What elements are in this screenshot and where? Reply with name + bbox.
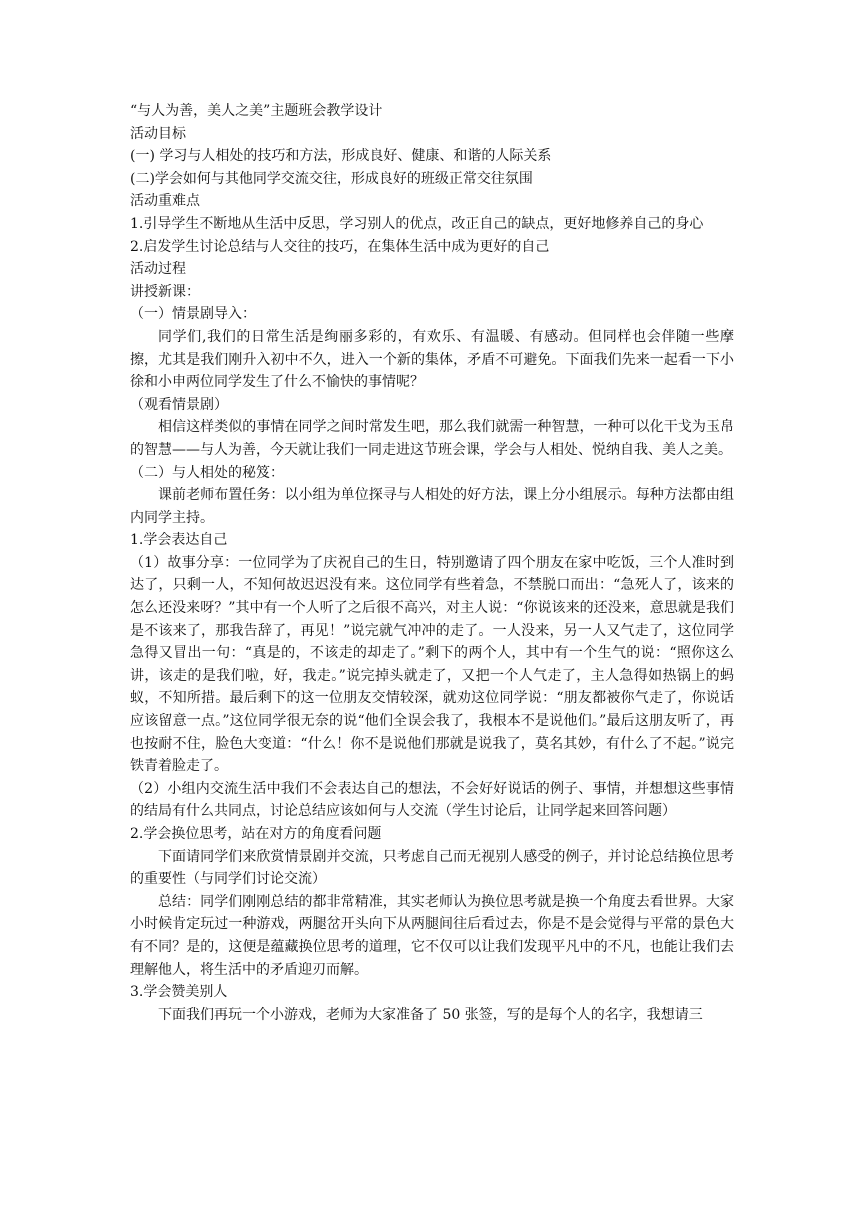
heading-key-points: 活动重难点	[130, 193, 200, 210]
key-point-1: 1.引导学生不断地从生活中反思，学习别人的优点，改正自己的缺点，更好地修养自己的身心	[130, 215, 704, 232]
paragraph-task: 课前老师布置任务：以小组为单位探寻与人相处的好方法，课上分小组展示。每种方法都由组内同学主持。	[130, 487, 734, 526]
goal-item-1: (一) 学习与人相处的技巧和方法，形成良好、健康、和谐的人际关系	[130, 148, 552, 165]
lecture-label: 讲授新课：	[130, 283, 200, 300]
paragraph-wisdom: 相信这样类似的事情在同学之间时常发生吧，那么我们就需一种智慧，一种可以化干戈为玉帛的智慧——与人为善，今天就让我们一同走进这节班会课，学会与人相处、悦纳自我、美人之美。	[130, 419, 734, 458]
item-heading-2: 2.学会换位思考，站在对方的角度看问题	[130, 826, 382, 842]
paragraph-discussion: （2）小组内交流生活中我们不会表达自己的想法，不会好好说话的例子、事情，并想想这些事情的结局有什么共同点，讨论总结应该如何与人交流（学生讨论后，让同学起来回答问题）	[130, 780, 734, 820]
paragraph-game: 下面我们再玩一个小游戏，老师为大家准备了 50 张签，写的是每个人的名字，我想请三	[158, 1006, 703, 1023]
paragraph-summary: 总结：同学们刚刚总结的都非常精准，其实老师认为换位思考就是换一个角度去看世界。大家小时候肯定玩过一种游戏，两腿岔开头向下从两腿间往后看过去，你是不是会觉得与平常的景色大有不同？是的，这便是蕴藏换位思考的道理，它不仅可以让我们发现平凡中的不凡，也能让我们去理解他人，将生活中的矛盾迎刃而解。	[130, 893, 734, 978]
key-point-2: 2.启发学生讨论总结与人交往的技巧，在集体生活中成为更好的自己	[130, 238, 550, 255]
section-heading-1: （一）情景剧导入：	[130, 306, 256, 323]
goal-item-2: (二)学会如何与其他同学交流交往，形成良好的班级正常交往氛围	[130, 170, 533, 187]
heading-process: 活动过程	[130, 261, 186, 278]
section-heading-2: （二）与人相处的秘笈：	[130, 464, 284, 481]
item-heading-3: 3.学会赞美别人	[130, 984, 228, 1001]
paragraph-intro: 同学们,我们的日常生活是绚丽多彩的，有欢乐、有温暖、有感动。但同样也会伴随一些摩擦，尤其是我们刚升入初中不久，进入一个新的集体，矛盾不可避免。下面我们先来一起看一下小徐和小申两位同学发生了什么不愉快的事情呢？	[130, 328, 734, 391]
item-heading-1: 1.学会表达自己	[130, 532, 228, 549]
paragraph-empathy: 下面请同学们来欣赏情景剧并交流，只考虑自己而无视别人感受的例子，并讨论总结换位思考的重要性（与同学们讨论交流）	[130, 848, 734, 888]
heading-goals: 活动目标	[130, 125, 186, 142]
document-page	[130, 100, 734, 1026]
document-title: “与人为善，美人之美”主题班会教学设计	[130, 103, 383, 119]
paragraph-story: （1）故事分享：一位同学为了庆祝自己的生日，特别邀请了四个朋友在家中吃饭，三个人准时到达了，只剩一人，不知何故迟迟没有来。这位同学有些着急，不禁脱口而出：“急死人了，该来的怎么还没来呀？”其中有一个人听了之后很不高兴，对主人说：“你说该来的还没来，意思就是我们是不该来了，那我告辞了，再见！”说完就气冲冲的走了。一人没来，另一人又气走了，这位同学急得又冒出一句：“真是的，不该走的却走了。”剩下的两个人，其中有一个生气的说：“照你这么讲，该走的是我们啦，好，我走。”说完掉头就走了，又把一个人气走了，主人急得如热锅上的蚂蚁，不知所措。最后剩下的这一位朋友交情较深，就劝这位同学说：“朋友都被你气走了，你说话应该留意一点。”这位同学很无奈的说“他们全误会我了，我根本不是说他们。”最后这朋友听了，再也按耐不住，脸色大变道：“什么！你不是说他们那就是说我了，莫名其妙，有什么了不起。”说完铁青着脸走了。	[130, 554, 734, 775]
watch-note: （观看情景剧）	[130, 396, 228, 413]
